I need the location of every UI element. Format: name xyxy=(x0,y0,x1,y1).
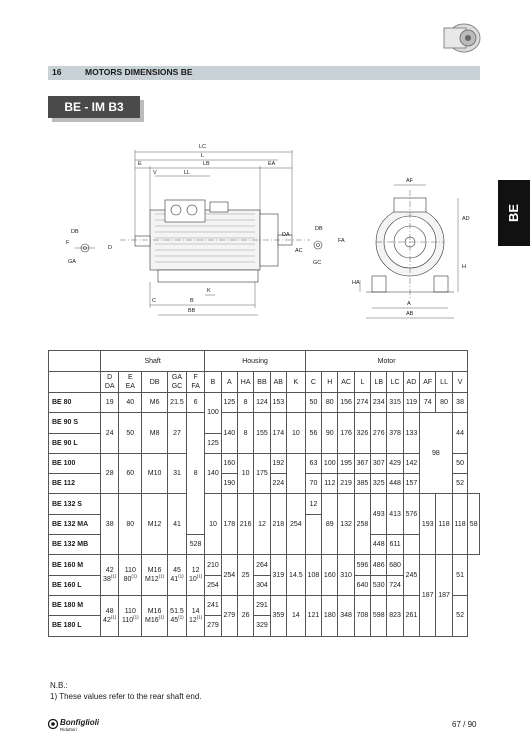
table-cell: M16 M12$^{(1)}$ xyxy=(142,555,168,596)
brand-subtitle: Riduttori xyxy=(60,727,77,732)
model-name: BE 132 S xyxy=(49,494,101,514)
table-cell: 279 xyxy=(221,595,237,636)
col-header: DB xyxy=(142,372,168,393)
table-cell xyxy=(286,393,305,413)
col-header: H xyxy=(322,372,338,393)
table-cell: 640 xyxy=(354,575,370,595)
table-cell: 329 xyxy=(254,616,270,636)
dim-label: B xyxy=(190,298,194,304)
table-cell: 448 xyxy=(371,535,387,555)
dim-label: FA xyxy=(338,238,345,244)
table-cell: 14 12$^{(1)}$ xyxy=(186,595,204,636)
table-cell: 119 xyxy=(403,393,419,413)
table-cell: 210 xyxy=(205,555,221,575)
group-header-motor: Motor xyxy=(305,351,468,372)
table-cell: 63 xyxy=(305,453,321,473)
table-cell: 216 xyxy=(237,494,253,555)
table-cell: 486 xyxy=(371,555,387,575)
table-cell: M12 xyxy=(142,494,168,555)
table-row xyxy=(49,555,480,575)
table-cell: 118 xyxy=(436,494,452,555)
mounting-badge xyxy=(48,96,144,122)
brand-logo xyxy=(48,718,128,736)
table-cell: 40 xyxy=(119,393,142,413)
table-cell: 70 xyxy=(305,474,321,494)
dim-label: HA xyxy=(352,280,360,286)
section-title: MOTORS DIMENSIONS BE xyxy=(85,67,193,77)
table-cell: 598 xyxy=(371,595,387,636)
table-cell: 28 xyxy=(101,453,119,494)
model-name: BE 112 xyxy=(49,474,101,494)
col-header: AF xyxy=(420,372,436,393)
table-cell: 8 xyxy=(237,413,253,454)
table-cell: 724 xyxy=(387,575,403,595)
table-cell: M6 xyxy=(142,393,168,413)
table-cell: 254 xyxy=(205,575,221,595)
model-name: BE 100 xyxy=(49,453,101,473)
table-cell: 157 xyxy=(403,474,419,494)
table-cell: 31 xyxy=(168,453,187,494)
table-cell: 218 xyxy=(270,494,286,555)
table-cell: 187 xyxy=(436,555,452,636)
table-cell: 19 xyxy=(101,393,119,413)
table-cell: 89 xyxy=(322,494,338,555)
table-cell: 12 xyxy=(254,494,270,555)
table-cell: 180 xyxy=(322,595,338,636)
table-cell: 80 xyxy=(436,393,452,413)
dim-label: C xyxy=(152,298,156,304)
table-cell: 175 xyxy=(254,453,270,494)
table-cell: 74 xyxy=(420,393,436,413)
table-cell: 51.5 45$^{(1)}$ xyxy=(168,595,187,636)
table-cell: 48 42$^{(1)}$ xyxy=(101,595,119,636)
table-cell: 21.5 xyxy=(168,393,187,413)
table-cell: 38 xyxy=(452,393,468,413)
table-cell: 125 xyxy=(221,393,237,413)
table-cell xyxy=(286,453,305,494)
table-cell: 60 xyxy=(119,453,142,494)
model-name: BE 180 L xyxy=(49,616,101,636)
dim-label: V xyxy=(153,170,157,176)
table-cell: 52 xyxy=(452,474,468,494)
table-cell: 26 xyxy=(237,595,253,636)
col-header: AD xyxy=(403,372,419,393)
table-cell: 160 xyxy=(322,555,338,596)
group-header-housing: Housing xyxy=(205,351,305,372)
dim-label: LC xyxy=(199,144,207,150)
table-cell: 50 xyxy=(452,453,468,473)
col-header: C xyxy=(305,372,321,393)
table-cell: 708 xyxy=(354,595,370,636)
model-name: BE 132 MA xyxy=(49,514,101,534)
table-cell: 45 41$^{(1)}$ xyxy=(168,555,187,596)
table-cell: 219 xyxy=(338,474,354,494)
table-cell: 125 xyxy=(205,433,221,453)
table-cell: 124 xyxy=(254,393,270,413)
table-cell: M8 xyxy=(142,413,168,454)
table-cell: 680 xyxy=(387,555,403,575)
table-cell: 448 xyxy=(387,474,403,494)
table-cell: 10 xyxy=(286,413,305,454)
table-cell: 359 xyxy=(270,595,286,636)
dim-label: GA xyxy=(68,259,76,265)
table-cell: 121 xyxy=(305,595,321,636)
col-header: F FA xyxy=(186,372,204,393)
table-cell: 24 xyxy=(101,413,119,454)
table-cell: 44 xyxy=(452,413,468,454)
dim-label: D xyxy=(108,245,112,251)
table-cell: 274 xyxy=(354,393,370,413)
model-name: BE 160 L xyxy=(49,575,101,595)
table-cell: 258 xyxy=(354,494,370,555)
table-cell: 38 xyxy=(101,494,119,555)
col-header: LL xyxy=(436,372,452,393)
table-cell: 385 xyxy=(354,474,370,494)
table-cell: 528 xyxy=(186,535,204,555)
table-cell: 41 xyxy=(168,494,187,555)
table-cell: 234 xyxy=(371,393,387,413)
table-cell: 261 xyxy=(403,595,419,636)
dim-label: EA xyxy=(268,161,276,167)
table-cell: 307 xyxy=(371,453,387,473)
dim-label: K xyxy=(207,288,211,294)
table-cell: 156 xyxy=(338,393,354,413)
table-cell: 576 xyxy=(403,494,419,535)
col-header: AC xyxy=(338,372,354,393)
brand-name: Bonfiglioli xyxy=(60,718,100,727)
table-cell: 429 xyxy=(387,453,403,473)
table-cell: 195 xyxy=(338,453,354,473)
table-row xyxy=(49,595,480,615)
table-cell: 596 xyxy=(354,555,370,575)
dim-label: LL xyxy=(184,170,191,176)
col-header: K xyxy=(286,372,305,393)
table-cell: 27 xyxy=(168,413,187,454)
table-cell: 241 xyxy=(205,595,221,615)
table-cell: 367 xyxy=(354,453,370,473)
table-cell: 100 xyxy=(205,393,221,434)
table-cell: 98 xyxy=(420,413,453,494)
dim-label: BB xyxy=(188,308,196,314)
model-name: BE 90 L xyxy=(49,433,101,453)
table-cell: 56 xyxy=(305,413,321,454)
table-cell: 110 80$^{(1)}$ xyxy=(119,555,142,596)
table-cell: 51 xyxy=(452,555,468,596)
table-cell: 14 xyxy=(286,595,305,636)
table-cell: 413 xyxy=(387,494,403,535)
table-cell: 326 xyxy=(354,413,370,454)
table-cell: 176 xyxy=(338,413,354,454)
corner-cell xyxy=(49,351,101,372)
table-cell: 187 xyxy=(420,555,436,636)
col-header: L xyxy=(354,372,370,393)
table-cell: 6 xyxy=(186,393,204,413)
table-cell: 90 xyxy=(322,413,338,454)
dim-label: DA xyxy=(282,232,290,238)
model-name: BE 180 M xyxy=(49,595,101,615)
table-cell: 315 xyxy=(387,393,403,413)
col-header: A xyxy=(221,372,237,393)
dimension-table xyxy=(48,350,480,637)
table-cell: 254 xyxy=(286,494,305,555)
table-cell: 142 xyxy=(403,453,419,473)
model-name: BE 132 MB xyxy=(49,535,101,555)
table-cell: 118 xyxy=(452,494,468,555)
table-cell: 193 xyxy=(420,494,436,555)
table-row xyxy=(49,413,480,433)
dim-label: AB xyxy=(406,311,414,317)
table-cell: 153 xyxy=(270,393,286,413)
table-cell: 58 xyxy=(468,494,480,555)
page-number: 67 / 90 xyxy=(452,720,477,729)
table-row xyxy=(49,393,480,413)
table-cell: 254 xyxy=(221,555,237,596)
table-cell: 112 xyxy=(322,474,338,494)
dim-label: F xyxy=(66,240,70,246)
table-cell: 50 xyxy=(305,393,321,413)
col-header: D DA xyxy=(101,372,119,393)
table-cell: 10 xyxy=(237,453,253,494)
table-cell: 80 xyxy=(322,393,338,413)
table-cell: 42 38$^{(1)}$ xyxy=(101,555,119,596)
dim-label: AF xyxy=(406,178,414,184)
table-cell: 110 110$^{(1)}$ xyxy=(119,595,142,636)
table-cell: 493 xyxy=(371,494,387,535)
col-header: AB xyxy=(270,372,286,393)
table-cell: 178 xyxy=(221,494,237,555)
group-header-shaft: Shaft xyxy=(101,351,205,372)
side-tab[interactable] xyxy=(498,180,530,246)
table-cell: 80 xyxy=(119,494,142,555)
table-cell: 190 xyxy=(221,474,237,494)
mounting-badge-label: BE - IM B3 xyxy=(48,96,140,118)
dim-label: AD xyxy=(462,216,470,222)
motor-thumbnail-icon xyxy=(438,14,484,60)
table-cell: 132 xyxy=(338,494,354,555)
table-cell: 264 xyxy=(254,555,270,575)
table-cell: 50 xyxy=(119,413,142,454)
table-cell: 140 xyxy=(221,413,237,454)
table-cell: 245 xyxy=(403,555,419,596)
side-tab-label: BE xyxy=(506,203,521,223)
table-row xyxy=(49,453,480,473)
table-cell: 304 xyxy=(254,575,270,595)
col-header: LC xyxy=(387,372,403,393)
dim-label: L xyxy=(201,153,205,159)
table-row xyxy=(49,494,480,514)
table-cell: M10 xyxy=(142,453,168,494)
table-cell: 12 10$^{(1)}$ xyxy=(186,555,204,596)
table-cell: 155 xyxy=(254,413,270,454)
col-header: E EA xyxy=(119,372,142,393)
table-cell: 611 xyxy=(387,535,403,555)
footnote-text: 1) These values refer to the rear shaft end. xyxy=(50,692,202,701)
col-header: BB xyxy=(254,372,270,393)
table-cell: 140 xyxy=(205,453,221,494)
table-cell: 378 xyxy=(387,413,403,454)
dim-label: H xyxy=(462,264,466,270)
nb-label: N.B.: xyxy=(50,681,68,690)
table-cell: 52 xyxy=(452,595,468,636)
table-cell: 530 xyxy=(371,575,387,595)
dim-label: AC xyxy=(295,248,303,254)
table-cell: 319 xyxy=(270,555,286,596)
table-cell: 160 xyxy=(221,453,237,473)
col-header: GA GC xyxy=(168,372,187,393)
col-header: HA xyxy=(237,372,253,393)
table-cell: 100 xyxy=(322,453,338,473)
brand-mark-icon xyxy=(48,719,58,729)
table-cell: 348 xyxy=(338,595,354,636)
dim-label: E xyxy=(138,161,142,167)
table-cell: 174 xyxy=(270,413,286,454)
table-cell: 276 xyxy=(371,413,387,454)
table-cell: 108 xyxy=(305,555,321,596)
table-cell: 192 xyxy=(270,453,286,473)
table-cell: 224 xyxy=(270,474,286,494)
table-cell: 310 xyxy=(338,555,354,596)
dim-label: LB xyxy=(203,161,210,167)
table-cell: 25 xyxy=(237,555,253,596)
table-cell: 8 xyxy=(237,393,253,413)
table-cell: 12 xyxy=(305,494,321,514)
model-name: BE 160 M xyxy=(49,555,101,575)
table-cell: 325 xyxy=(371,474,387,494)
col-header: LB xyxy=(371,372,387,393)
table-cell: 279 xyxy=(205,616,221,636)
motor-dimension-drawing xyxy=(60,140,480,325)
dim-label: DB xyxy=(315,226,323,232)
col-header: V xyxy=(452,372,468,393)
table-cell: M16 M16$^{(1)}$ xyxy=(142,595,168,636)
dim-label: GC xyxy=(313,260,322,266)
table-cell: 291 xyxy=(254,595,270,615)
corner-cell xyxy=(49,372,101,393)
table-cell: 14.5 xyxy=(286,555,305,596)
table-cell: 8 xyxy=(186,413,204,535)
table-cell: 133 xyxy=(403,413,419,454)
table-cell: 823 xyxy=(387,595,403,636)
section-number: 16 xyxy=(52,67,62,77)
model-name: BE 90 S xyxy=(49,413,101,433)
dim-label: DB xyxy=(71,229,79,235)
col-header: B xyxy=(205,372,221,393)
table-cell: 10 xyxy=(205,494,221,555)
table-cell xyxy=(305,514,321,555)
dim-label: A xyxy=(407,301,411,307)
model-name: BE 80 xyxy=(49,393,101,413)
